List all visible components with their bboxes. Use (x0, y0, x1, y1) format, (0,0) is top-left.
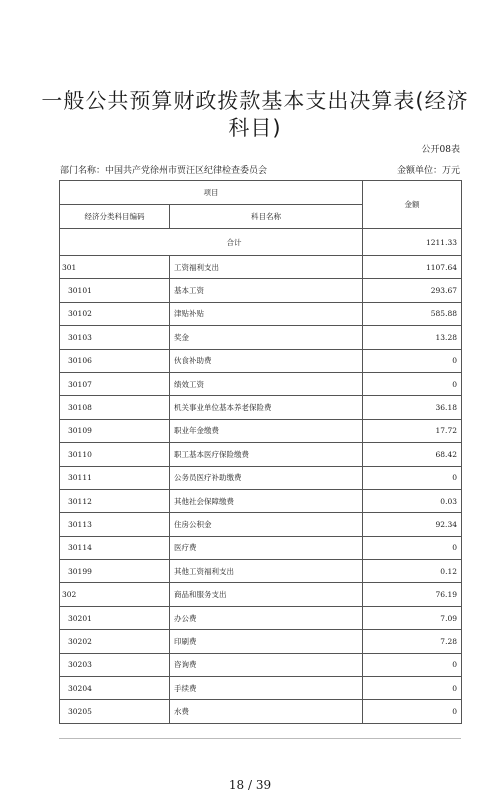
amount-unit: 金额单位：万元 (396, 166, 460, 176)
row-amount: 1107.64 (363, 256, 462, 279)
table-row (60, 677, 462, 700)
table-row (60, 560, 462, 583)
total-row (60, 229, 462, 256)
table-row (60, 326, 462, 349)
row-name: 机关事业单位基本养老保险费 (170, 396, 363, 419)
row-name: 商品和服务支出 (170, 583, 363, 606)
row-code: 30111 (60, 466, 170, 489)
row-amount: 0 (363, 372, 462, 395)
row-amount: 585.88 (363, 302, 462, 325)
table-body (60, 181, 462, 724)
row-amount: 0 (363, 536, 462, 559)
row-name: 奖金 (170, 326, 363, 349)
row-name: 绩效工资 (170, 372, 363, 395)
row-code: 302 (60, 583, 170, 606)
row-amount: 7.09 (363, 606, 462, 629)
table-row (60, 372, 462, 395)
row-code: 30108 (60, 396, 170, 419)
row-code: 30114 (60, 536, 170, 559)
row-amount: 92.34 (363, 513, 462, 536)
row-amount: 68.42 (363, 443, 462, 466)
row-name: 职业年金缴费 (170, 419, 363, 442)
table-row (60, 302, 462, 325)
table-row (60, 443, 462, 466)
row-code: 30201 (60, 606, 170, 629)
table-row (60, 653, 462, 676)
row-name: 基本工资 (170, 279, 363, 302)
table-row (60, 700, 462, 723)
row-amount: 17.72 (363, 419, 462, 442)
row-code: 301 (60, 256, 170, 279)
row-amount: 36.18 (363, 396, 462, 419)
table-row (60, 606, 462, 629)
table-row (60, 489, 462, 512)
row-name: 手续费 (170, 677, 363, 700)
table-row (60, 396, 462, 419)
table-row (60, 466, 462, 489)
table-row (60, 279, 462, 302)
row-amount: 0.12 (363, 560, 462, 583)
header-name: 科目名称 (170, 205, 363, 229)
row-amount: 0 (363, 653, 462, 676)
page-title: 一般公共预算财政拨款基本支出决算表(经济科目) (41, 89, 469, 140)
row-amount: 0 (363, 700, 462, 723)
row-code: 30202 (60, 630, 170, 653)
row-code: 30102 (60, 302, 170, 325)
row-code: 30106 (60, 349, 170, 372)
row-code: 30110 (60, 443, 170, 466)
row-amount: 0 (363, 349, 462, 372)
row-code: 30107 (60, 372, 170, 395)
row-code: 30101 (60, 279, 170, 302)
form-number: 公开08表 (421, 145, 460, 155)
row-name: 住房公积金 (170, 513, 363, 536)
row-amount: 76.19 (363, 583, 462, 606)
row-name: 办公费 (170, 606, 363, 629)
row-code: 30203 (60, 653, 170, 676)
total-amount: 1211.33 (363, 229, 462, 256)
row-code: 30109 (60, 419, 170, 442)
page-divider (59, 738, 461, 739)
row-name: 咨询费 (170, 653, 363, 676)
row-name: 工资福利支出 (170, 256, 363, 279)
row-name: 伙食补助费 (170, 349, 363, 372)
row-code: 30113 (60, 513, 170, 536)
row-amount: 0 (363, 466, 462, 489)
row-code: 30103 (60, 326, 170, 349)
table-row (60, 349, 462, 372)
header-row-1 (60, 181, 462, 205)
row-code: 30112 (60, 489, 170, 512)
row-code: 30199 (60, 560, 170, 583)
row-name: 医疗费 (170, 536, 363, 559)
page-number: 18 / 39 (228, 778, 272, 792)
row-amount: 293.67 (363, 279, 462, 302)
row-amount: 7.28 (363, 630, 462, 653)
row-name: 职工基本医疗保险缴费 (170, 443, 363, 466)
header-code: 经济分类科目编码 (60, 205, 170, 229)
row-name: 其他社会保障缴费 (170, 489, 363, 512)
table-row (60, 256, 462, 279)
row-code: 30204 (60, 677, 170, 700)
department-name: 部门名称：中国共产党徐州市贾汪区纪律检查委员会 (60, 166, 268, 176)
table-row (60, 583, 462, 606)
row-name: 印刷费 (170, 630, 363, 653)
table-row (60, 536, 462, 559)
row-name: 水费 (170, 700, 363, 723)
row-code: 30205 (60, 700, 170, 723)
row-amount: 13.28 (363, 326, 462, 349)
header-amount: 金额 (363, 181, 462, 229)
row-amount: 0 (363, 677, 462, 700)
table-row (60, 419, 462, 442)
table-row (60, 630, 462, 653)
row-name: 津贴补贴 (170, 302, 363, 325)
total-label: 合计 (60, 229, 363, 256)
header-item: 项目 (60, 181, 363, 205)
table-row (60, 513, 462, 536)
row-amount: 0.03 (363, 489, 462, 512)
row-name: 公务员医疗补助缴费 (170, 466, 363, 489)
budget-table (59, 180, 462, 724)
row-name: 其他工资福利支出 (170, 560, 363, 583)
